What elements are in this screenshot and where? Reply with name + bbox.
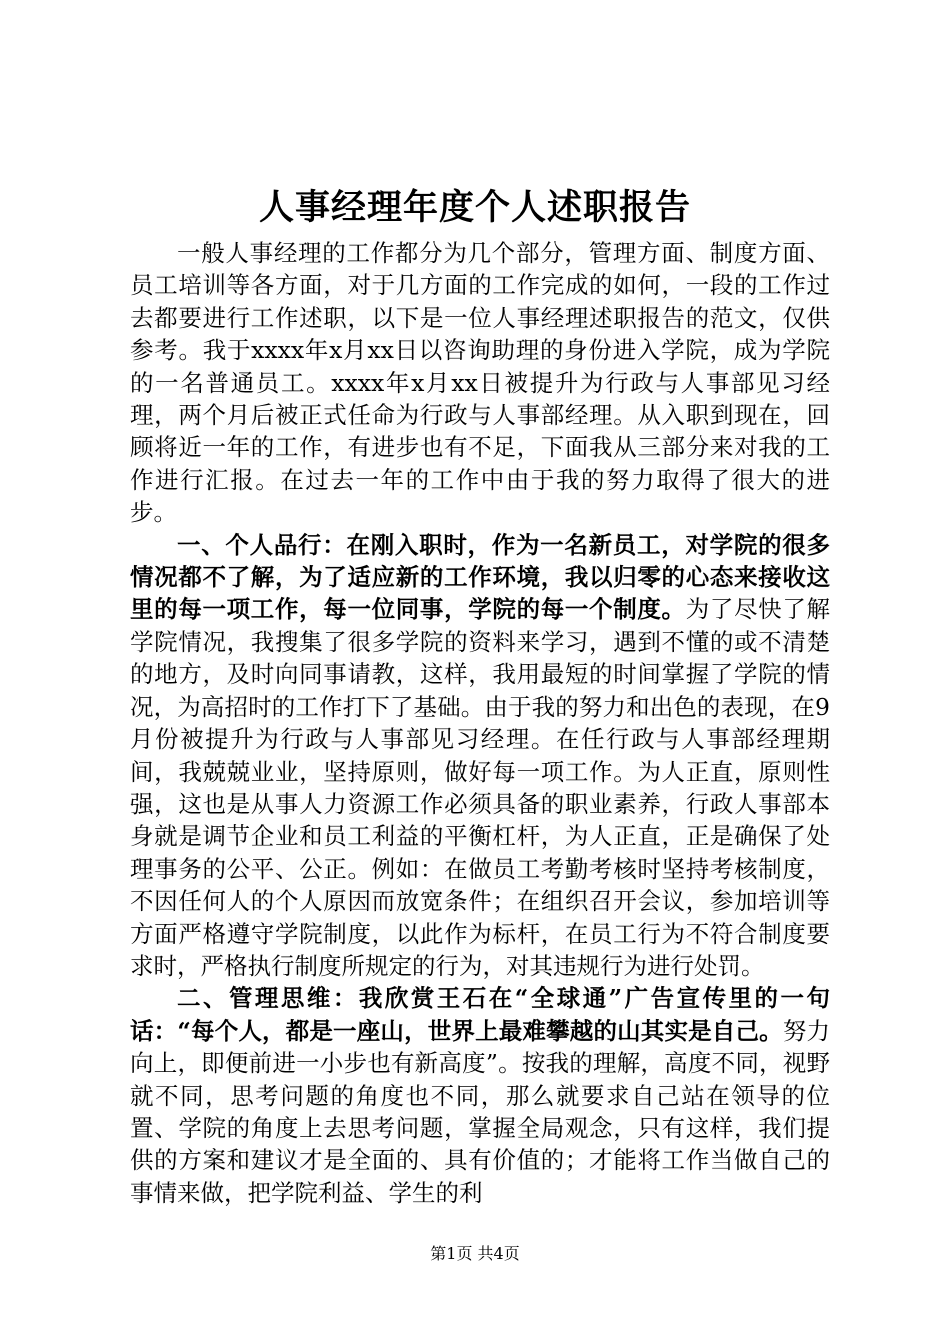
page-footer: 第1页 共4页: [430, 1244, 520, 1263]
paragraph-personal-conduct-heading: 一、个人品行：在刚入职时，作为一名新员工，对学院的很多情况都不了解，为了适应新的工作环境，我以归零的心态来接收这里的每一项工作，每一位同事，学院的每一个制度。: [130, 530, 830, 624]
paragraph-personal-conduct-text: 为了尽快了解学院情况，我搜集了很多学院的资料来学习，遇到不懂的或不清楚的地方，及时向同事请教，这样，我用最短的时间掌握了学院的情况，为高招时的工作打下了基础。由于我的努力和出色的表现，在9月份被提升为行政与人事部见习经理。在任行政与人事部经理期间，我兢兢业业，坚持原则，做好每一项工作。为人正直，原则性强，这也是从事人力资源工作必须具备的职业素养，行政人事部本身就是调节企业和员工利益的平衡杠杆，为人正直，正是确保了处理事务的公平、公正。例如：在做员工考勤考核时坚持考核制度，不因任何人的个人原因而放宽条件；在组织召开会议，参加培训等方面严格遵守学院制度，以此作为标杆，在员工行为不符合制度要求时，严格执行制度所规定的行为，对其违规行为进行处罚。: [130, 595, 831, 980]
paragraph-management-thinking: [130, 982, 830, 1209]
paragraph-management-thinking-heading: 二、管理思维：我欣赏王石在“全球通”广告宣传里的一句话：“每个人，都是一座山，世界上最难攀越的山其实是自己。: [130, 984, 830, 1045]
paragraph-management-thinking-text: 努力向上，即便前进一小步也有新高度”。按我的理解，高度不同，视野就不同，思考问题的角度也不同，那么就要求自己站在领导的位置、学院的角度上去思考问题，掌握全局观念，只有这样，我们提供的方案和建议才是全面的、具有价值的；才能将工作当做自己的事情来做，把学院利益、学生的利: [130, 1016, 830, 1207]
paragraph-intro: [130, 237, 830, 529]
document-body: [130, 237, 830, 1209]
paragraph-personal-conduct: [130, 529, 830, 983]
document-title: 人事经理年度个人述职报告: [258, 187, 691, 228]
paragraph-intro-text: 一般人事经理的工作都分为几个部分，管理方面、制度方面、员工培训等各方面，对于几方面的工作完成的如何，一段的工作过去都要进行工作述职，以下是一位人事经理述职报告的范文，仅供参考。我于xxxx年x月xx日以咨询助理的身份进入学院，成为学院的一名普通员工。xxxx年x月xx日被提升为行政与人事部见习经理，两个月后被正式任命为行政与人事部经理。从入职到现在，回顾将近一年的工作，有进步也有不足，下面我从三部分来对我的工作进行汇报。在过去一年的工作中由于我的努力取得了很大的进步。: [130, 239, 830, 527]
